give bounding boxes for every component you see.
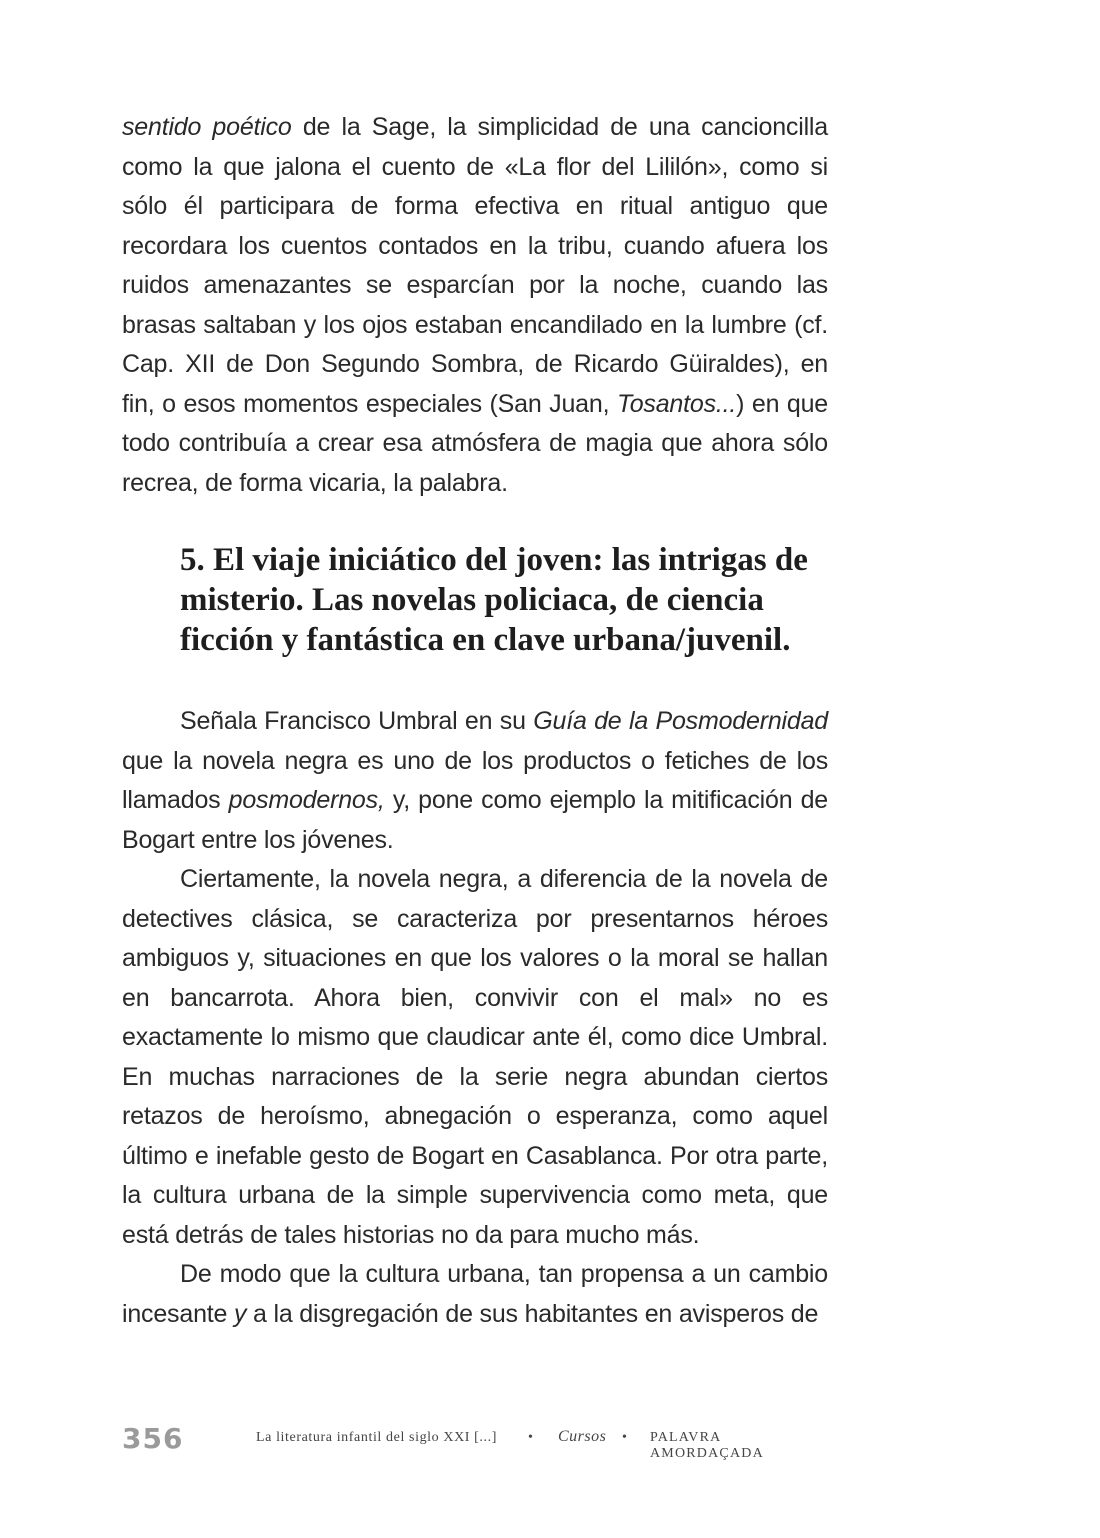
intro-paragraph	[122, 108, 828, 503]
italic-phrase: y	[233, 1299, 247, 1328]
paragraph-cultura-urbana	[122, 1255, 828, 1334]
paragraph-text: Señala Francisco Umbral en su	[180, 707, 534, 735]
section-heading: 5. El viaje iniciático del joven: las intrigas de misterio. Las novelas policiaca, de ciencia ficción y fantástica en clave urbana/juvenil.	[180, 542, 808, 658]
footer-bullet: •	[528, 1430, 533, 1445]
series-name: Cursos	[558, 1428, 607, 1445]
page-footer	[122, 1422, 832, 1462]
paragraph-text: De modo que la cultura urbana, tan propensa a un cambio incesante	[122, 1260, 828, 1328]
paragraph-novela-negra: Ciertamente, la novela negra, a diferencia de la novela de detectives clásica, se caracteriza por presentarnos héroes ambiguos y, situaciones en que los valores o la moral se hallan en bancarrota. Ahora bien, convivir con el mal» no es exactamente lo mismo que claudicar ante él, como dice Umbral. En muchas narraciones de la serie negra abundan ciertos retazos de heroísmo, abnegación o esperanza, como aquel último e inefable gesto de Bogart en Casablanca. Por otra parte, la cultura urbana de la simple supervivencia como meta, que está detrás de tales historias no da para mucho más.	[122, 865, 828, 1249]
intro-paragraph-block	[122, 108, 828, 503]
paragraph-umbral	[122, 702, 828, 860]
section-body	[122, 702, 828, 1334]
paragraph-text: a la disgregación de sus habitantes en avisperos de	[246, 1299, 819, 1328]
italic-phrase: Guía de la Posmodernidad	[533, 707, 828, 735]
italic-phrase: Tosantos...	[616, 389, 737, 418]
paragraph-text: de la Sage, la simplicidad de una cancioncilla como la que jalona el cuento de «La flor del Lililón», como si sólo él participara de forma efectiva en ritual antiguo que recordara los cuentos contados en la tribu, cuando afuera los ruidos amenazantes se esparcían por la noche, cuando las brasas saltaban y los ojos estaban encandilado en la lumbre (cf. Cap. XII de Don Segundo Sombra, de Ricardo Güiraldes), en fin, o esos momentos especiales (San Juan,	[122, 113, 828, 418]
page-number: 356	[122, 1422, 184, 1455]
collection-name: PALAVRA AMORDAÇADA	[650, 1430, 764, 1461]
running-title: La literatura infantil del siglo XXI [...]	[256, 1430, 497, 1445]
paragraph-text: ) en que todo contribuía a crear esa atmósfera de magia que ahora sólo recrea, de forma vicaria, la palabra.	[122, 389, 829, 497]
paragraph-text: y, pone como ejemplo la mitificación de Bogart entre los jóvenes.	[122, 786, 829, 854]
italic-phrase: sentido poético	[122, 113, 292, 141]
paragraph-text: que la novela negra es uno de los productos o fetiches de los llamados	[122, 746, 828, 814]
italic-phrase: posmodernos,	[228, 786, 385, 814]
footer-bullet: •	[622, 1430, 627, 1445]
